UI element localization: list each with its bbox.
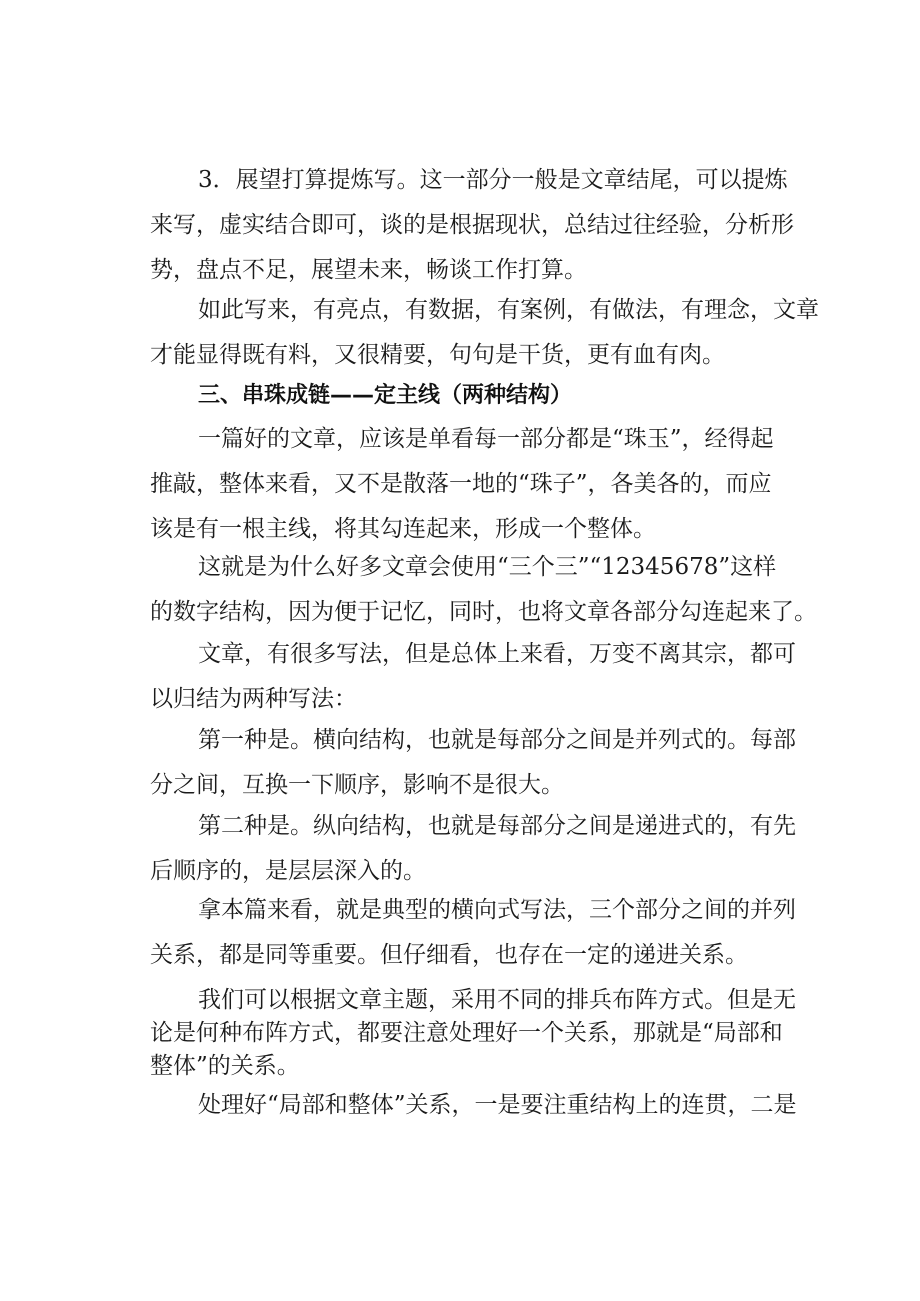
text-line: 来写，虚实结合即可，谈的是根据现状，总结过往经验，分析形 — [150, 212, 794, 238]
text-line: 后顺序的，是层层深入的。 — [150, 858, 426, 884]
text-line: 势，盘点不足，展望未来，畅谈工作打算。 — [150, 257, 587, 283]
text-line: 推敲，整体来看，又不是散落一地的“珠子”，各美各的，而应 — [150, 471, 772, 497]
text-line: 拿本篇来看，就是典型的横向式写法，三个部分之间的并列 — [198, 897, 796, 923]
paragraph-part-whole — [150, 984, 810, 1083]
text-line: 第二种是。纵向结构，也就是每部分之间是递进式的，有先 — [198, 813, 796, 839]
paragraph-main-line — [150, 417, 810, 552]
text-line: 整体”的关系。 — [150, 1053, 300, 1079]
paragraph-this-article — [150, 888, 810, 978]
paragraph-summary — [150, 288, 819, 378]
text-line: 一篇好的文章，应该是单看每一部分都是“珠玉”，经得起 — [198, 426, 774, 452]
text-line: 分之间，互换一下顺序，影响不是很大。 — [150, 772, 564, 798]
paragraph-two-methods — [150, 632, 810, 722]
text-line: 文章，有很多写法，但是总体上来看，万变不离其宗，都可 — [198, 641, 796, 667]
paragraph-outlook — [150, 158, 810, 293]
text-line: 3．展望打算提炼写。这一部分一般是文章结尾，可以提炼 — [198, 167, 788, 193]
text-line: 才能显得既有料，又很精要，句句是干货，更有血有肉。 — [150, 342, 725, 368]
text-line: 这就是为什么好多文章会使用“三个三”“12345678”这样 — [198, 554, 777, 580]
text-line: 以归结为两种写法： — [150, 686, 357, 712]
section-heading: 三、串珠成链——定主线（两种结构） — [198, 383, 573, 408]
text-line: 处理好“局部和整体”关系，一是要注重结构上的连贯，二是 — [198, 1092, 797, 1118]
text-line: 如此写来，有亮点，有数据，有案例，有做法，有理念，文章 — [198, 297, 819, 323]
paragraph-handling — [150, 1083, 810, 1128]
text-line: 论是何种布阵方式，都要注意处理好一个关系，那就是“局部和 — [150, 1020, 783, 1046]
paragraph-vertical — [150, 804, 810, 894]
paragraph-number-structure — [150, 545, 817, 635]
text-line: 该是有一根主线，将其勾连起来，形成一个整体。 — [150, 516, 656, 542]
paragraph-horizontal — [150, 718, 810, 808]
text-line: 关系，都是同等重要。但仔细看，也存在一定的递进关系。 — [150, 942, 748, 968]
text-line: 第一种是。横向结构，也就是每部分之间是并列式的。每部 — [198, 727, 796, 753]
text-line: 我们可以根据文章主题，采用不同的排兵布阵方式。但是无 — [198, 987, 796, 1013]
text-line: 的数字结构，因为便于记忆，同时，也将文章各部分勾连起来了。 — [150, 599, 817, 625]
